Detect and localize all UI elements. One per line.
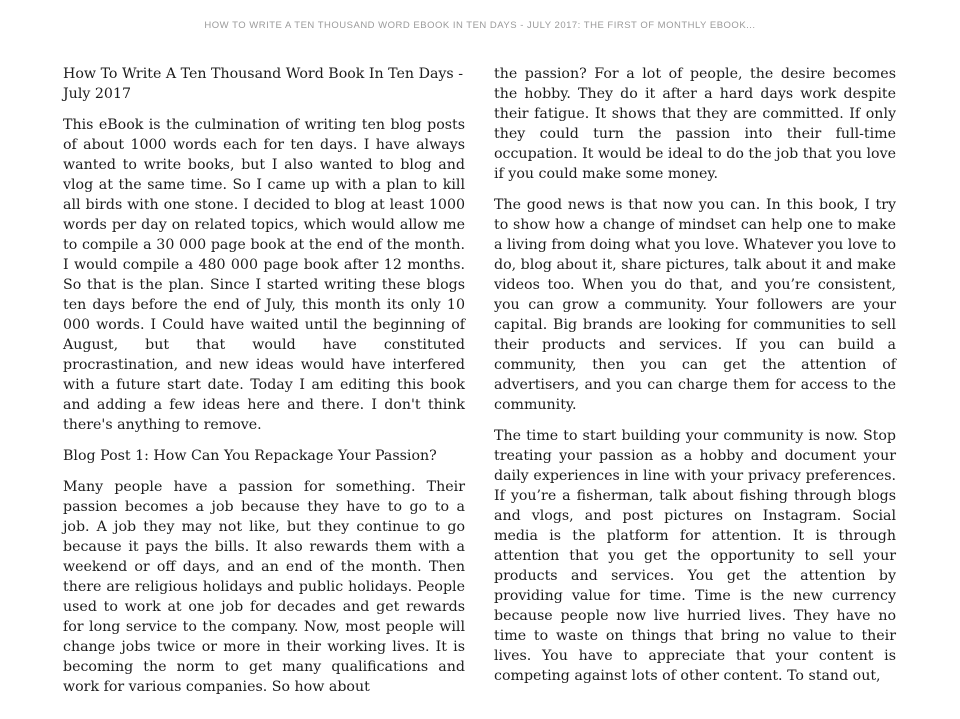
community-paragraph: The time to start building your community is now. Stop treating your passion as a hobby and document your daily experiences in line with your privacy preferences. If you’re a fisherman, talk about fishing through blogs and vlogs, and post pictures on Instagram. Social media is the platform for attention. It is through attention that you get the opportunity to sell your products and services. You get the attention by providing value for time. Time is the new currency because people now live hurried lives. They have no time to waste on things that bring no value to their lives. You have to appreciate that your content is competing against lots of other content. To stand out, [494, 428, 896, 684]
continued-paragraph: the passion? For a lot of people, the desire becomes the hobby. They do it after a hard days work despite their fatigue. It shows that they are committed. If only they could turn the passion into their full-time occupation. It would be ideal to do the job that you love if you could make some money. [494, 66, 896, 182]
book-title: How To Write A Ten Thousand Word Book In Ten Days - July 2017 [63, 66, 463, 102]
left-page-column [63, 64, 465, 708]
section-heading: Blog Post 1: How Can You Repackage Your Passion? [63, 448, 437, 464]
running-header-title: HOW TO WRITE A TEN THOUSAND WORD EBOOK IN TEN DAYS - JULY 2017: THE FIRST OF MONTHLY EBOOK... [204, 20, 756, 31]
intro-paragraph: This eBook is the culmination of writing ten blog posts of about 1000 words each for ten days. I have always wanted to write books, but I also wanted to blog and vlog at the same time. So I came up with a plan to kill all birds with one stone. I decided to blog at least 1000 words per day on related topics, which would allow me to compile a 30 000 page book at the end of the month. I would compile a 480 000 page book after 12 months. So that is the plan. Since I started writing these blogs ten days before the end of July, this month its only 10 000 words. I Could have waited until the beginning of August, but that would have constituted procrastination, and new ideas would have interfered with a future start date. Today I am editing this book and adding a few ideas here and there. I don't think there's anything to remove. [63, 117, 465, 433]
right-page-column [494, 64, 896, 697]
good-news-paragraph: The good news is that now you can. In this book, I try to show how a change of mindset can help one to make a living from doing what you love. Whatever you love to do, blog about it, share pictures, talk about it and make videos too. When you do that, and you’re consistent, you can grow a community. Your followers are your capital. Big brands are looking for communities to sell their products and services. If you can build a community, then you can get the attention of advertisers, and you can charge them for access to the community. [494, 197, 896, 413]
section-paragraph: Many people have a passion for something. Their passion becomes a job because they have to go to a job. A job they may not like, but they continue to go because it pays the bills. It also rewards them with a weekend or off days, and an end of the month. Then there are religious holidays and public holidays. People used to work at one job for decades and get rewards for long service to the company. Now, most people will change jobs twice or more in their working lives. It is becoming the norm to get many qualifications and work for various companies. So how about [63, 479, 465, 695]
